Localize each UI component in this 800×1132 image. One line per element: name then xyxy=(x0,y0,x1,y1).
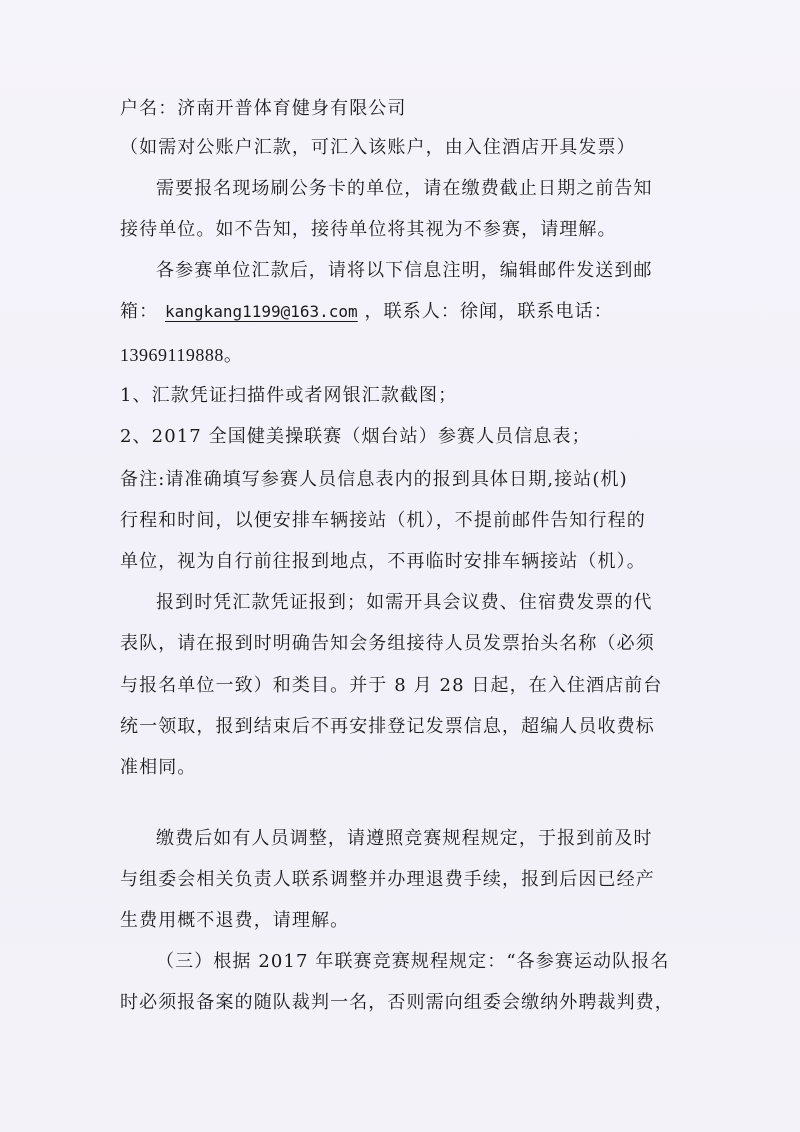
remark-line: 备注:请准确填写参赛人员信息表内的报到具体日期,接站(机) xyxy=(120,469,628,490)
mailbox-label: 箱： xyxy=(120,301,159,322)
paragraph-line: 行程和时间，以便安排车辆接站（机），不提前邮件告知行程的 xyxy=(120,510,646,531)
list-item: 2、2017 全国健美操联赛（烟台站）参赛人员信息表； xyxy=(120,426,591,447)
section-three-line: （三）根据 2017 年联赛竞赛规程规定：“各参赛运动队报名 xyxy=(156,951,670,972)
paragraph-line: 时必须报备案的随队裁判一名，否则需向组委会缴纳外聘裁判费， xyxy=(120,992,674,1013)
paragraph-line: 接待单位。如不告知，接待单位将其视为不参赛，请理解。 xyxy=(120,219,617,240)
phone-number-line: 13969119888。 xyxy=(120,345,243,365)
list-item: 1、汇款凭证扫描件或者网银汇款截图； xyxy=(120,385,458,406)
paragraph-line: 准相同。 xyxy=(120,757,197,778)
paragraph-line: 缴费后如有人员调整，请遵照竞赛规程规定，于报到前及时 xyxy=(156,828,653,849)
paragraph-line: 统一领取，报到结束后不再安排登记发票信息，超编人员收费标 xyxy=(120,716,655,737)
paragraph-line: 表队，请在报到时明确告知会务组接待人员发票抬头名称（必须 xyxy=(120,633,655,654)
paragraph-line: 报到时凭汇款凭证报到；如需开具会议费、住宿费发票的代 xyxy=(156,592,653,613)
paragraph-line: 与报名单位一致）和类目。并于 8 月 28 日起，在入住酒店前台 xyxy=(120,675,663,696)
paragraph-line: 与组委会相关负责人联系调整并办理退费手续，报到后因已经产 xyxy=(120,869,655,890)
paragraph-line: 各参赛单位汇款后，请将以下信息注明，编辑邮件发送到邮 xyxy=(156,260,653,281)
contact-info: ，联系人：徐闻，联系电话： xyxy=(364,301,613,322)
paragraph-line: 需要报名现场刷公务卡的单位，请在缴费截止日期之前告知 xyxy=(156,178,653,199)
account-name-line: 户名：济南开普体育健身有限公司 xyxy=(120,98,407,119)
invoice-note-line: （如需对公账户汇款，可汇入该账户，由入住酒店开具发票） xyxy=(120,137,636,158)
contact-line xyxy=(120,299,613,325)
email-link[interactable]: kangkang1199@163.com xyxy=(165,302,358,321)
paragraph-line: 生费用概不退费，请理解。 xyxy=(120,910,350,931)
paragraph-line: 单位，视为自行前往报到地点，不再临时安排车辆接站（机）。 xyxy=(120,551,646,572)
